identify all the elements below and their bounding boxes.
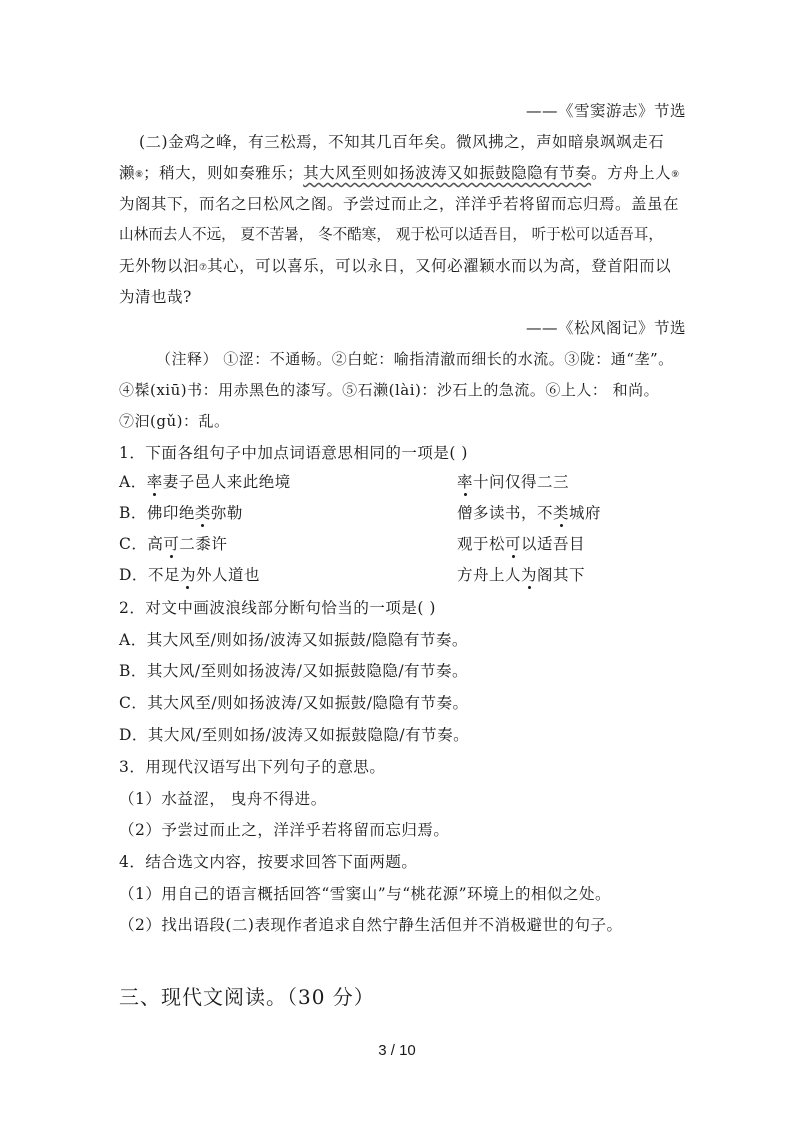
dotted-word: 率	[457, 473, 474, 491]
footnote-marker: ⑦	[199, 263, 208, 273]
source-citation-1: ——《雪窦游志》节选	[525, 102, 686, 120]
footnote-marker: ⑨	[671, 170, 680, 180]
dotted-word: 可	[505, 535, 522, 553]
q2-option-b: B．其大风/至则如扬波涛/又如振鼓隐隐/有节奏。	[119, 662, 469, 680]
q1-option-b: B．佛印绝类弥勒 僧多读书，不类城府	[119, 504, 602, 522]
dotted-word: 为	[521, 566, 538, 584]
q2-option-c: C．其大风至/则如扬波涛/又如振鼓/隐隐有节奏。	[119, 694, 469, 712]
footnote-marker: ⑧	[135, 170, 144, 180]
passage-line: 为阁其下，而名之曰松风之阁。予尝过而止之，洋洋乎若将留而忘归焉。盖虽在	[119, 195, 680, 213]
q1-option-c: C．高可二黍许 观于松可以适吾目	[119, 535, 586, 553]
dotted-word: 类	[194, 504, 211, 522]
question-stem: 2．对文中画波浪线部分断句恰当的一项是( )	[119, 599, 436, 617]
annotation-line: ⑦汩(gǔ)：乱。	[119, 412, 230, 430]
section-heading: 三、现代文阅读。（30 分）	[119, 985, 375, 1009]
dotted-word: 类	[553, 504, 570, 522]
dotted-word: 为	[179, 566, 196, 584]
q3-item: （2）予尝过而止之，洋洋乎若将留而忘归焉。	[119, 821, 450, 839]
annotation-line: （注释） ①涩：不通畅。②白蛇：喻指清澈而细长的水流。③陇：通“垄”。	[156, 350, 674, 368]
q2-option-a: A．其大风至/则如扬/波涛又如振鼓/隐隐有节奏。	[119, 631, 468, 649]
passage-line: 无外物以汩⑦其心，可以喜乐，可以永日，又何必濯颖水而以为高，登首阳而以	[119, 257, 672, 275]
passage-line: 为清也哉?	[119, 288, 192, 306]
q3-item: （1）水益涩， 曳舟不得进。	[119, 790, 327, 808]
page-number: 3 / 10	[378, 1042, 416, 1059]
dotted-word: 可	[163, 535, 180, 553]
passage-line: 山林而去人不远， 夏不苦暑， 冬不酷寒， 观于松可以适吾目， 听于松可以适吾耳，	[119, 226, 663, 243]
dotted-word: 率	[146, 473, 163, 491]
q2-option-d: D．其大风/至则如扬/波涛又如振鼓隐隐/有节奏。	[119, 726, 470, 744]
annotation-line: ④髹(xiū)书：用赤黑色的漆写。⑤石濑(lài)：沙石上的急流。⑥上人： 和尚。	[119, 381, 660, 399]
source-citation-2: ——《松风阁记》节选	[525, 319, 686, 337]
q4-item: （2）找出语段(二)表现作者追求自然宁静生活但并不消极避世的句子。	[119, 916, 623, 934]
passage-line: (二)金鸡之峰，有三松焉，不知其几百年矣。微风拂之，声如暗泉飒飒走石	[139, 133, 665, 151]
question-stem: 3．用现代汉语写出下列句子的意思。	[119, 758, 386, 776]
q1-option-a: A．率妻子邑人来此绝境 率十问仅得二三	[119, 473, 570, 491]
q1-option-d: D．不足为外人道也 方舟上人为阁其下	[119, 566, 586, 584]
q4-item: （1）用自己的语言概括回答“雪窦山”与“桃花源”环境上的相似之处。	[119, 885, 612, 903]
question-stem: 1．下面各组句子中加点词语意思相同的一项是( )	[119, 444, 468, 462]
wavy-underlined-sentence: 其大风至则如扬波涛又如振鼓隐隐有节奏	[303, 164, 592, 182]
question-stem: 4．结合选文内容，按要求回答下面两题。	[119, 853, 418, 871]
passage-line: 濑⑧；稍大，则如奏雅乐；其大风至则如扬波涛又如振鼓隐隐有节奏。方舟上人⑨	[119, 164, 680, 182]
